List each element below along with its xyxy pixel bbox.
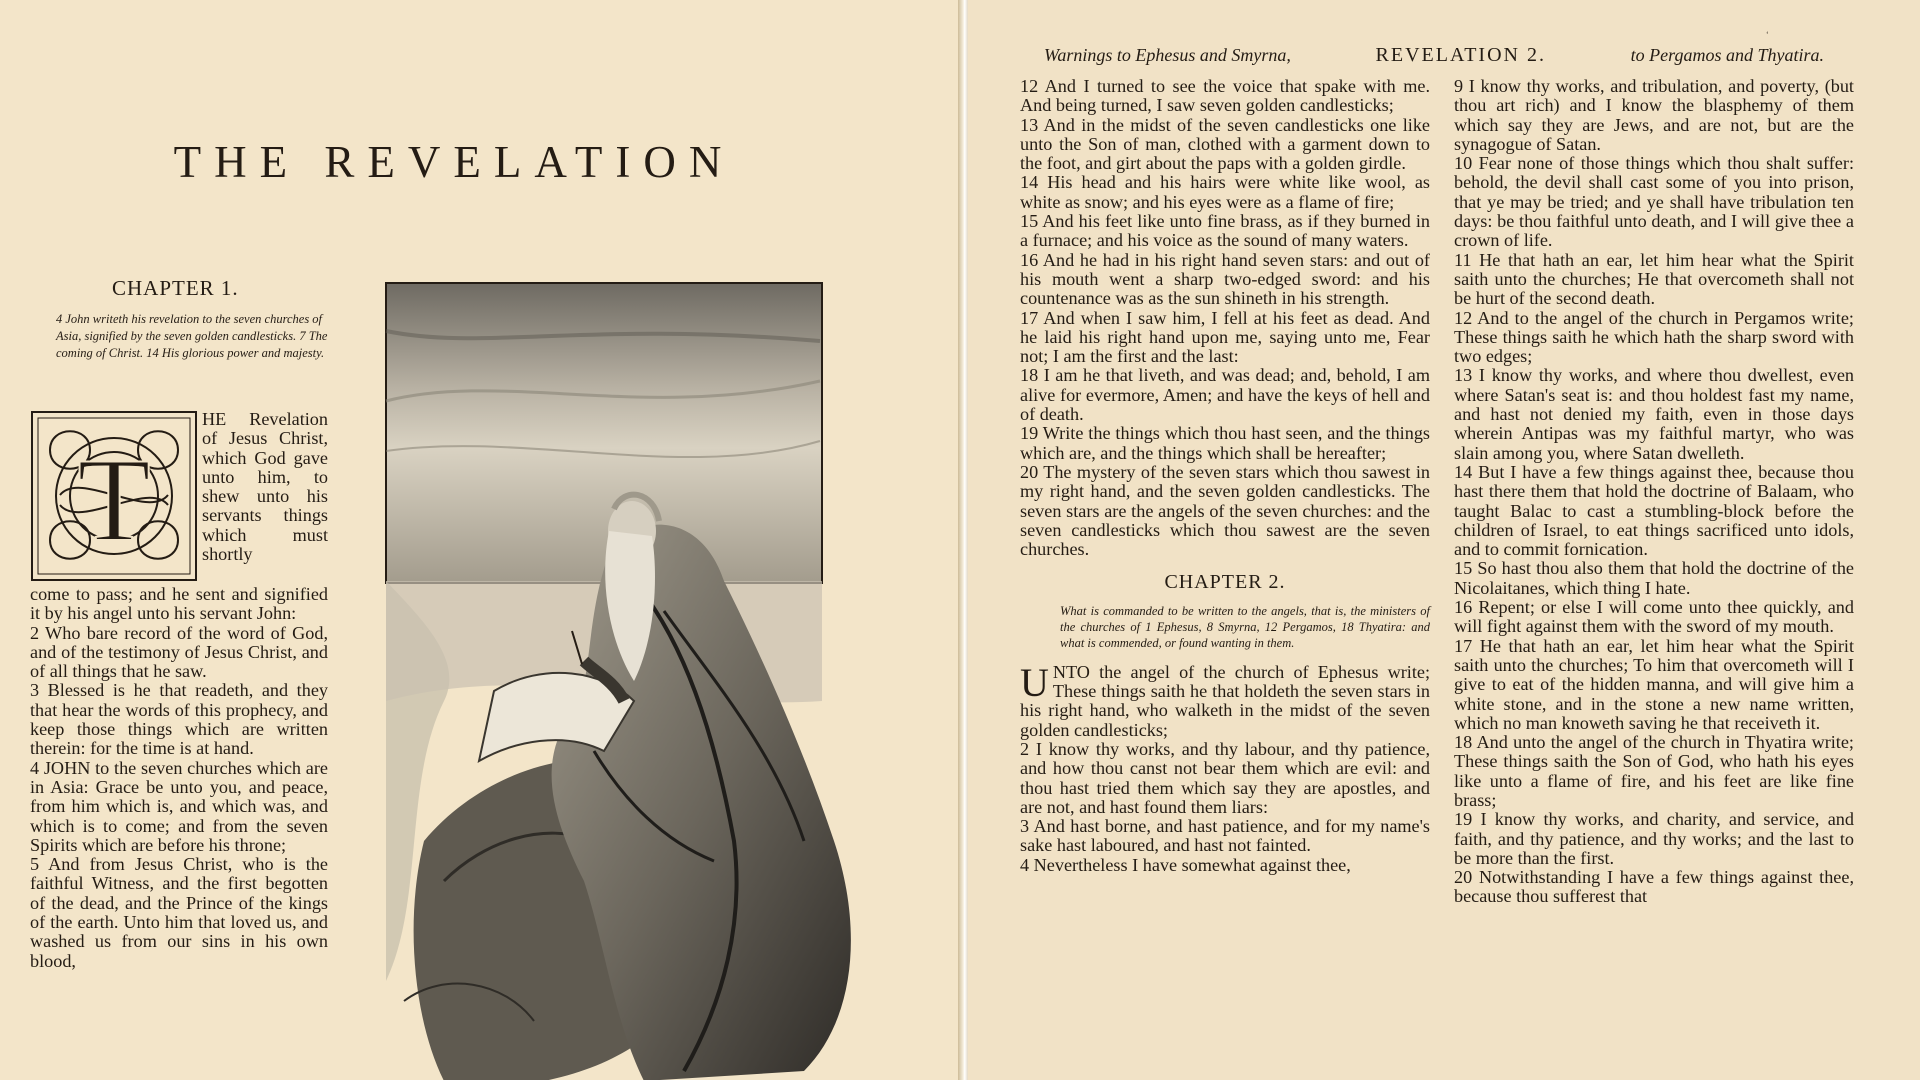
verse: 5 And from Jesus Christ, who is the faithful Witness, and the first begotten of the dead, and the Prince of the kings of the earth. Unto him that loved us, and washed us from our sins in his own blood,	[30, 854, 328, 971]
verse: 19 Write the things which thou hast seen, and the things which are, and the things which shall be hereafter;	[1020, 423, 1430, 463]
verse: 15 And his feet like unto fine brass, as if they burned in a furnace; and his voice as the sound of many waters.	[1020, 211, 1430, 251]
verse: 4 Nevertheless I have somewhat against thee,	[1020, 854, 1351, 875]
verse: 17 He that hath an ear, let him hear what the Spirit saith unto the churches; To him that overcometh will I give to eat of the hidden manna, and will give him a white stone, and in the stone a new name written, which no man knoweth saving he that receiveth it.	[1454, 635, 1854, 733]
verse: 13 And in the midst of the seven candlesticks one like unto the Son of man, clothed with a garment down to the foot, and girt about the paps with a golden girdle.	[1020, 114, 1430, 174]
verse: 16 And he had in his right hand seven stars: and out of his mouth went a sharp two-edged sword: and his countenance was as the sun shineth in his strength.	[1020, 249, 1430, 309]
book-title: THE REVELATION	[173, 137, 735, 187]
left-column-text	[30, 585, 328, 971]
right-page	[968, 0, 1920, 1080]
verse: 17 And when I saw him, I fell at his feet as dead. And he laid his right hand upon me, saying unto me, Fear not; I am the first and the last:	[1020, 307, 1430, 367]
right-column-1	[1020, 77, 1430, 875]
chapter-2-summary: What is commanded to be written to the angels, that is, the ministers of the churches of 1 Ephesus, 8 Smyrna, 12 Pergamos, 18 Thyatira: and what is commended, or found wanting in them.	[1060, 603, 1430, 650]
verse: 16 Repent; or else I will come unto thee quickly, and will fight against them with the sword of my mouth.	[1454, 597, 1854, 637]
verse: come to pass; and he sent and signified it by his angel unto his servant John:	[30, 584, 328, 624]
verse: 14 But I have a few things against thee, because thou hast there them that hold the doctrine of Balaam, who taught Balac to cast a stumbling-block before the children of Israel, to eat things sacrificed unto idols, and to commit fornication.	[1454, 461, 1854, 560]
page-mark: ‘	[1766, 30, 1769, 39]
chapter-2-heading: CHAPTER 2.	[1164, 571, 1286, 594]
verse: 13 I know thy works, and where thou dwellest, even where Satan's seat is: and thou holdest fast my name, and hast not denied my faith, even in those days wherein Antipas was my faithful martyr, who was slain among you, where Satan dwelleth.	[1454, 365, 1854, 463]
right-column-2	[1454, 77, 1854, 907]
john-engraving-illustration	[384, 281, 944, 1080]
verse: 3 Blessed is he that readeth, and they that hear the words of this prophecy, and keep those things which are written therein: for the time is at hand.	[30, 680, 328, 759]
verse: 9 I know thy works, and tribulation, and poverty, (but thou art rich) and I know the blasphemy of them which say they are Jews, and are not, but are the synagogue of Satan.	[1454, 76, 1854, 154]
verse: 12 And I turned to see the voice that spake with me. And being turned, I saw seven golden candlesticks;	[1020, 76, 1430, 116]
chapter-1-summary: 4 John writeth his revelation to the seven churches of Asia, signified by the seven golden candlesticks. 7 The coming of Christ. 14 His glorious power and majesty.	[56, 312, 328, 360]
verse: 19 I know thy works, and charity, and service, and faith, and thy patience, and thy works; and the last to be more than the first.	[1454, 809, 1854, 868]
verse: 12 And to the angel of the church in Pergamos write; These things saith he which hath the sharp sword with two edges;	[1454, 307, 1854, 367]
chapter-1-heading: CHAPTER 1.	[112, 276, 239, 300]
chapter-2-verse-1: UNTO the angel of the church of Ephesus write; These things saith he that holdeth the seven stars in his right hand, who walketh in the midst of the seven golden candlesticks;	[1020, 659, 1430, 740]
drop-cap-letter: T	[77, 433, 151, 566]
chapter-2-initial: U	[1020, 659, 1049, 705]
running-head-left: Warnings to Ephesus and Smyrna,	[1044, 45, 1291, 65]
running-head-center: REVELATION 2.	[1375, 44, 1546, 66]
verse: 14 His head and his hairs were white like wool, as white as snow; and his eyes were as a flame of fire;	[1020, 172, 1430, 212]
verse: 2 Who bare record of the word of God, and of the testimony of Jesus Christ, and of all things that he saw.	[30, 622, 328, 682]
verse: 11 He that hath an ear, let him hear what the Spirit saith unto the churches; He that overcometh shall not be hurt of the second death.	[1454, 249, 1854, 309]
verse: 2 I know thy works, and thy labour, and thy patience, and how thou canst not bear them which are evil: and thou hast tried them which say they are apostles, and are not, and hast found them liars:	[1020, 738, 1430, 817]
running-head-right: to Pergamos and Thyatira.	[1630, 45, 1824, 65]
running-head	[1044, 44, 1824, 67]
verse: 3 And hast borne, and hast patience, and for my name's sake hast laboured, and hast not fainted.	[1020, 816, 1430, 856]
verse: 18 And unto the angel of the church in Thyatira write; These things saith the Son of God, who hath his eyes like unto a flame of fire, and his feet are like fine brass;	[1454, 732, 1854, 810]
verse: 18 I am he that liveth, and was dead; and, behold, I am alive for evermore, Amen; and have the keys of hell and of death.	[1020, 365, 1430, 425]
verse: 4 JOHN to the seven churches which are in Asia: Grace be unto you, and peace, from him which is, and which was, and which is to come; and from the seven Spirits which are before his throne;	[30, 757, 328, 855]
verse: 20 The mystery of the seven stars which thou sawest in my right hand, and the seven golden candlesticks. The seven stars are the angels of the seven churches: and the seven candlesticks which thou sawest are the seven churches.	[1020, 461, 1430, 560]
verse: 20 Notwithstanding I have a few things against thee, because thou sufferest that	[1454, 867, 1854, 907]
verse: 10 Fear none of those things which thou shalt suffer: behold, the devil shall cast some of you into prison, that ye may be tried; and ye shall have tribulation ten days: be thou faithful unto death, and I will give thee a crown of life.	[1454, 153, 1854, 251]
verse-1-opening: HE Revelation of Jesus Christ, which God gave unto him, to shew unto his servants things which must shortly	[202, 409, 328, 565]
ornamental-drop-cap	[30, 410, 198, 582]
verse: 15 So hast thou also them that hold the doctrine of the Nicolaitanes, which thing I hate.	[1454, 558, 1854, 598]
